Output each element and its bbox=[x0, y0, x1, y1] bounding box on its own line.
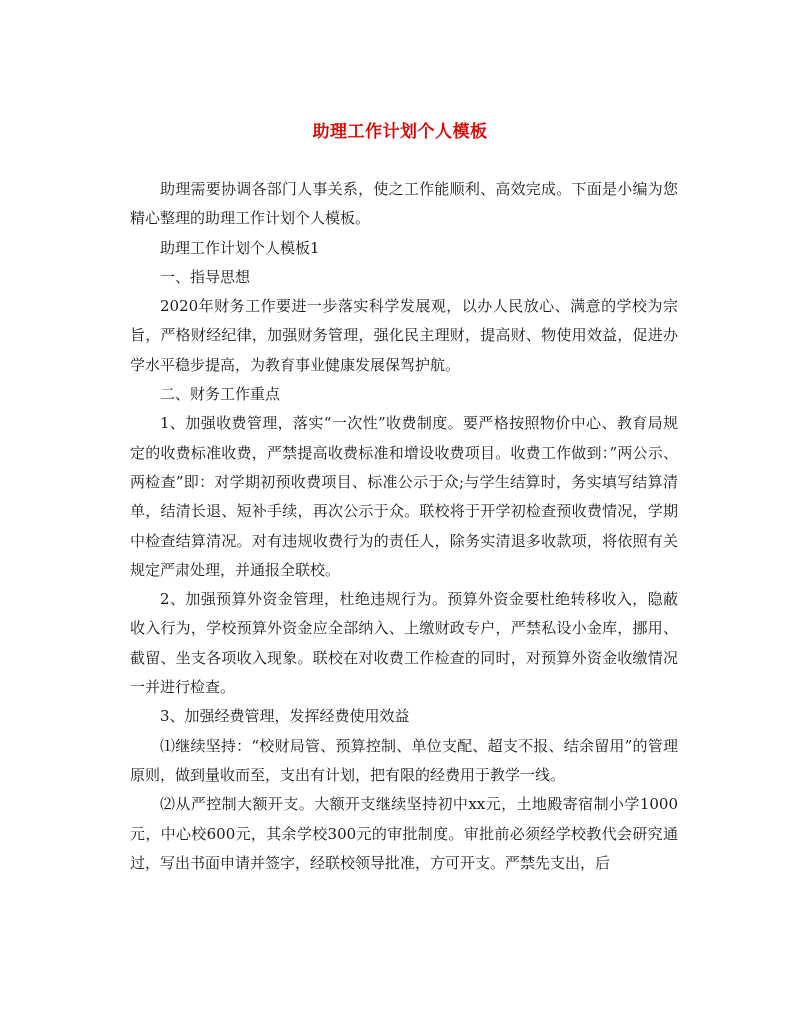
body-paragraph: 2、加强预算外资金管理，杜绝违规行为。预算外资金要杜绝转移收入，隐蔽收入行为，学校预算外资金应全部纳入、上缴财政专户，严禁私设小金库，挪用、截留、坐支各项收入现象。联校在对收费工作检查的同时，对预算外资金收缴情况一并进行检查。 bbox=[130, 590, 678, 697]
document-body bbox=[130, 175, 678, 878]
body-paragraph: ⑴继续坚持：“校财局管、预算控制、单位支配、超支不报、结余留用”的管理原则，做到量收而至，支出有计划，把有限的经费用于教学一线。 bbox=[130, 736, 678, 784]
section-heading-guiding-ideology: 一、指导思想 bbox=[160, 267, 251, 286]
template-heading: 助理工作计划个人模板1 bbox=[160, 238, 320, 257]
section-heading-financial-focus: 二、财务工作重点 bbox=[160, 385, 281, 404]
body-paragraph: 1、加强收费管理，落实“一次性”收费制度。要严格按照物价中心、教育局规定的收费标准收费，严禁提高收费标准和增设收费项目。收费工作做到：”两公示、两检查”即：对学期初预收费项目、标准公示于众;与学生结算时，务实填写结算清单，结清长退、短补手续，再次公示于众。联校将于开学初检查预收费情况，学期中检查结算清况。对有违规收费行为的责任人，除务实清退多收款项，将依照有关规定严肃处理，并通报全联校。 bbox=[130, 414, 678, 579]
subsection-heading: 3、加强经费管理，发挥经费使用效益 bbox=[160, 707, 410, 726]
document-title: 助理工作计划个人模板 bbox=[312, 122, 488, 142]
intro-paragraph: 助理需要协调各部门人事关系，使之工作能顺利、高效完成。下面是小编为您精心整理的助理工作计划个人模板。 bbox=[130, 180, 678, 228]
body-paragraph: ⑵从严控制大额开支。大额开支继续坚持初中xx元，土地殿寄宿制小学1000元，中心校600元，其余学校300元的审批制度。审批前必须经学校教代会研究通过，写出书面申请并签字，经联校领导批准，方可开支。严禁先支出，后 bbox=[130, 795, 678, 872]
body-paragraph: 2020年财务工作要进一步落实科学发展观，以办人民放心、满意的学校为宗旨，严格财经纪律，加强财务管理，强化民主理财，提高财、物使用效益，促进办学水平稳步提高，为教育事业健康发展保驾护航。 bbox=[130, 297, 678, 374]
